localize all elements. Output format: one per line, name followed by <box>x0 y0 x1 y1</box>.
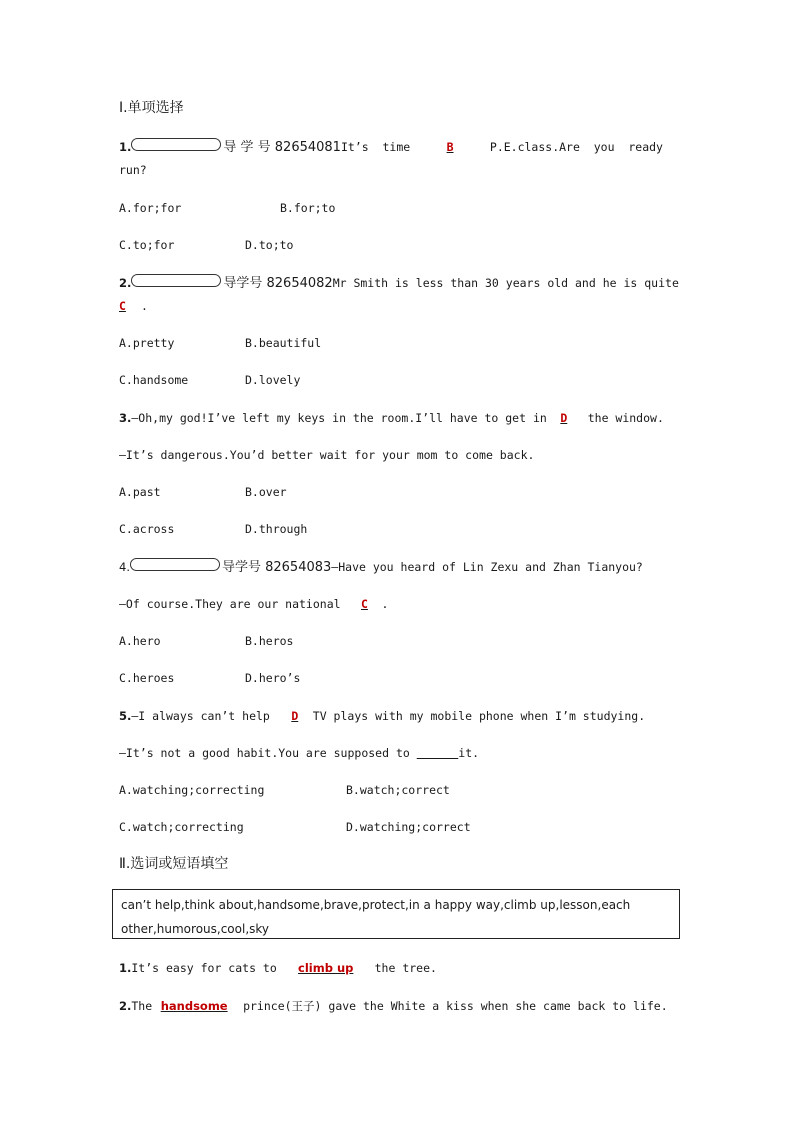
option-d: D.hero’s <box>245 671 301 685</box>
section-1-title: Ⅰ.单项选择 <box>119 100 184 116</box>
option-c: C.across <box>119 522 175 536</box>
question-3 <box>119 410 664 426</box>
question-number: 4. <box>119 560 130 574</box>
answer-blank: B <box>446 140 454 154</box>
option-c: C.to;for <box>119 238 175 252</box>
answer-blank: handsome <box>160 999 228 1013</box>
option-a: A.pretty <box>119 336 175 350</box>
question-text: . <box>141 299 148 313</box>
word-bank-line-1: can’t help,think about,handsome,brave,protect,in a happy way,climb up,lesson,each <box>121 898 631 912</box>
option-b: B.beautiful <box>245 336 322 350</box>
question-text: —Oh,my god!I’ve left my keys in the room.I’ll have to get in <box>131 411 547 425</box>
option-b: B.for;to <box>280 201 336 215</box>
question-text: Mr Smith is less than 30 years old and he is quite <box>332 276 679 290</box>
option-a: A.for;for <box>119 201 182 215</box>
question-text: It’s easy for cats to <box>131 961 284 975</box>
answer-blank: climb up <box>298 961 354 975</box>
answer-blank: D <box>291 709 299 723</box>
word-bank-box <box>112 889 680 939</box>
question-number: 2. <box>119 999 132 1013</box>
option-b: B.watch;correct <box>346 783 450 797</box>
answer-blank: D <box>560 411 568 425</box>
option-a: A.hero <box>119 634 161 648</box>
question-3-line-2: —It’s dangerous.You’d better wait for your mom to come back. <box>119 448 535 462</box>
question-text: The <box>131 999 153 1013</box>
question-text: the window. <box>580 411 664 425</box>
option-a: A.past <box>119 485 161 499</box>
question-text: P.E.class.Are you ready <box>476 140 663 154</box>
option-d: D.watching;correct <box>346 820 471 834</box>
question-1 <box>119 139 663 156</box>
fill-question-2 <box>119 998 668 1014</box>
option-b: B.over <box>245 485 287 499</box>
question-text: the tree. <box>367 961 437 975</box>
word-bank-line-2: other,humorous,cool,sky <box>121 922 270 936</box>
question-2 <box>119 275 679 292</box>
answer-blank: C <box>119 299 126 313</box>
answer-blank <box>417 746 459 760</box>
guide-badge <box>130 558 220 571</box>
question-text: prince(王子) gave the White a kiss when she came back to life. <box>236 999 668 1013</box>
question-text: It’s time <box>340 140 425 154</box>
option-c: C.handsome <box>119 373 189 387</box>
question-number: 5. <box>119 709 132 723</box>
question-number: 1. <box>119 961 132 975</box>
question-5-line-2 <box>119 745 479 761</box>
option-b: B.heros <box>245 634 294 648</box>
question-number: 2. <box>119 276 132 290</box>
question-1-line-2: run? <box>119 163 147 177</box>
question-text: —Of course.They are our national <box>119 597 348 611</box>
option-c: C.heroes <box>119 671 175 685</box>
option-d: D.lovely <box>245 373 301 387</box>
section-2-title: Ⅱ.选词或短语填空 <box>119 856 229 872</box>
question-4 <box>119 559 643 576</box>
question-text: it. <box>458 746 480 760</box>
question-text: TV plays with my mobile phone when I’m studying. <box>312 709 646 723</box>
option-a: A.watching;correcting <box>119 783 265 797</box>
question-text: —Have you heard of Lin Zexu and Zhan Tianyou? <box>331 560 643 574</box>
question-5 <box>119 708 645 724</box>
guide-number: 导学号 82654083 <box>221 560 332 575</box>
question-text: . <box>381 597 389 611</box>
guide-number: 导学号 82654082 <box>223 276 333 291</box>
question-text: —It’s not a good habit.You are supposed to <box>119 746 417 760</box>
question-2-line-2 <box>119 298 148 314</box>
question-4-line-2 <box>119 596 388 612</box>
option-c: C.watch;correcting <box>119 820 244 834</box>
option-d: D.through <box>245 522 308 536</box>
guide-number: 导 学 号 82654081 <box>223 140 341 155</box>
fill-question-1 <box>119 960 437 976</box>
guide-badge <box>131 138 221 151</box>
answer-blank: C <box>361 597 368 611</box>
option-d: D.to;to <box>245 238 294 252</box>
guide-badge <box>131 274 221 287</box>
question-number: 3. <box>119 411 132 425</box>
question-number: 1. <box>119 140 132 154</box>
question-text: —I always can’t help <box>131 709 277 723</box>
